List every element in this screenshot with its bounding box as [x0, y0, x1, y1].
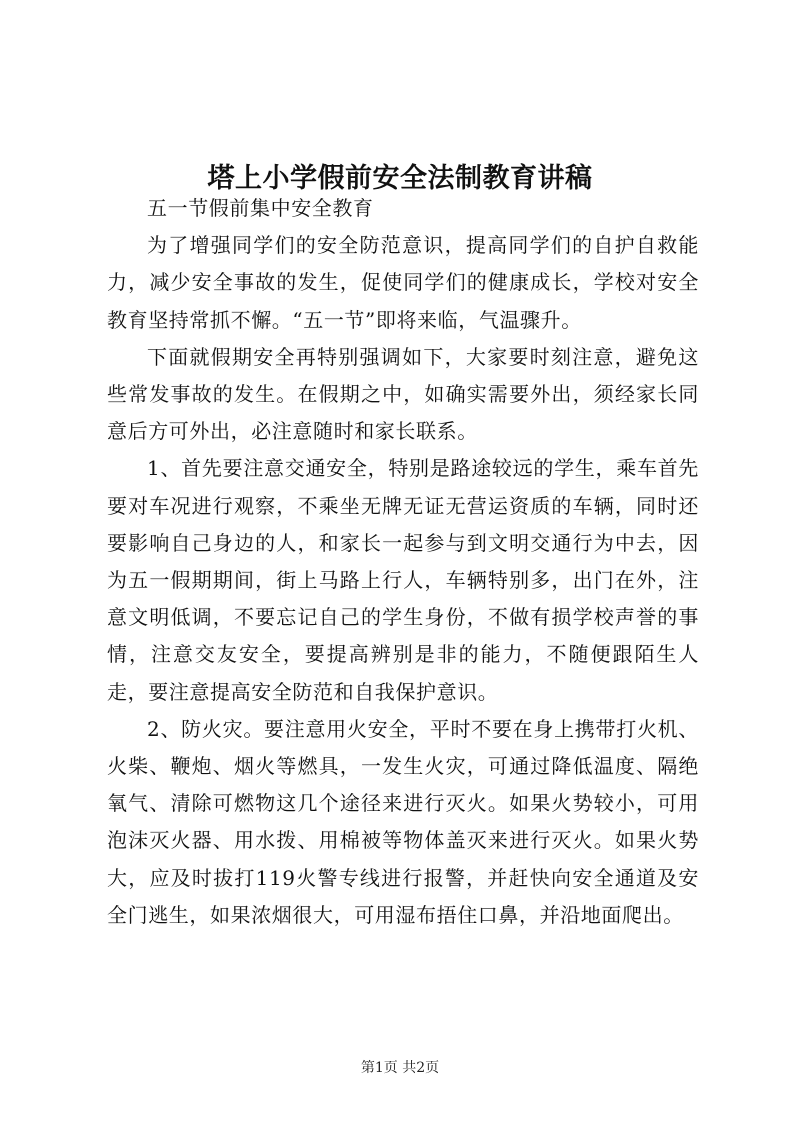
paragraph-reminder: 下面就假期安全再特别强调如下，大家要时刻注意，避免这些常发事故的发生。在假期之中，如确实需要外出，须经家长同意后方可外出，必注意随时和家长联系。: [107, 344, 699, 444]
page-footer: 第1页 共2页: [360, 1060, 440, 1076]
paragraph-traffic-safety: 1、首先要注意交通安全，特别是路途较远的学生，乘车首先要对车况进行观察，不乘坐无牌无证无营运资质的车辆，同时还要影响自己身边的人，和家长一起参与到文明交通行为中去，因为五一假期期间，街上马路上行人，车辆特别多，出门在外，注意文明低调，不要忘记自己的学生身份，不做有损学校声誉的事情，注意交友安全，要提高辨别是非的能力，不随便跟陌生人走，要注意提高安全防范和自我保护意识。: [107, 456, 699, 704]
paragraph-intro: 为了增强同学们的安全防范意识，提高同学们的自护自救能力，减少安全事故的发生，促使同学们的健康成长，学校对安全教育坚持常抓不懈。“五一节”即将来临，气温骤升。: [107, 233, 699, 332]
document-body: [107, 190, 699, 934]
document-title: 塔上小学假前安全法制教育讲稿: [207, 163, 593, 195]
paragraph-subtitle: 五一节假前集中安全教育: [147, 196, 374, 220]
paragraph-fire-safety: 2、防火灾。要注意用火安全，平时不要在身上携带打火机、火柴、鞭炮、烟火等燃具，一发生火灾，可通过降低温度、隔绝氧气、清除可燃物这几个途径来进行灭火。如果火势较小，可用泡沫灭火器、用水拨、用棉被等物体盖灭来进行灭火。如果火势大，应及时拔打119火警专线进行报警，并赶快向安全通道及安全门逃生，如果浓烟很大，可用湿布捂住口鼻，并沿地面爬出。: [107, 716, 699, 927]
